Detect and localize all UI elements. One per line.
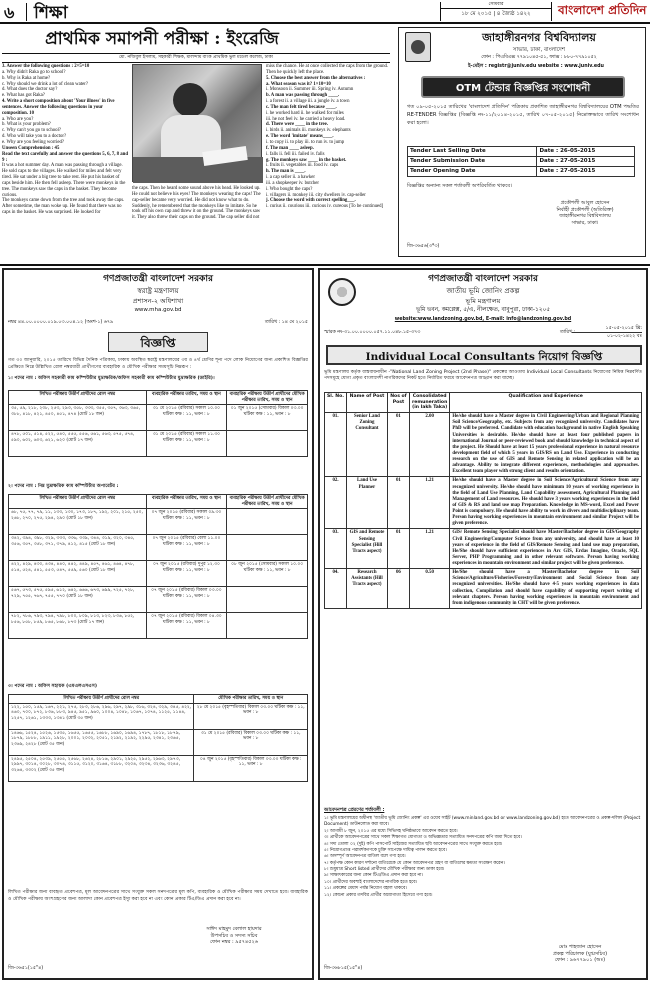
table-row xyxy=(9,405,308,431)
table-cell: ২৮ মে ২০১৫ (বৃহস্পতিবার) বিকাল ০৩.০০ ঘটিকা কক্ষ : ১১, ভবন : ৮ xyxy=(194,703,308,729)
article-line: miss the chance. He at once collected the caps from the ground. Then he quickly left the place. xyxy=(266,64,389,75)
table-row xyxy=(9,613,308,639)
consultant-cell-nos: 06 xyxy=(387,569,409,609)
article-line: i. Who bought the caps? xyxy=(266,186,313,192)
tender-date-row xyxy=(408,166,635,176)
schedule-table-3 xyxy=(8,694,308,782)
tender-date-value: Date : 27-05-2015 xyxy=(537,166,635,176)
article-line: a. What season was it? 1×10=10 xyxy=(266,81,331,87)
table-cell: ০৪ জুন ২০১৫ (বৃহস্পতিবার) বিকাল ০৩.০০ ঘটিকা কক্ষ : ১১, ভবন : ৮ xyxy=(194,755,308,781)
consultant-cell-post: Land Use Planner xyxy=(347,477,388,529)
article-line: e. The word 'imitate' means____. xyxy=(266,134,334,140)
newspaper-logo: বাংলাদেশ প্রতিদিন xyxy=(558,3,647,17)
signature-line: মোঃ শাহজান হোসেন xyxy=(558,944,602,950)
article-line: b. What is your problem? xyxy=(2,122,51,128)
table-cell: ৩৪২, ৩৯৪, ৩৯৮, ৩২৯, ৩৩৩, ৩৩৬, ৩৩৯, ৩৪৪, ৩১৯, ৩২০, ৩৪৫, ৩৫৬, ৩৫৭, ৩৫৮, ৩৭১, ৩৭৯, ৪১২, ৪১৫ (মোট ১৮ জন) xyxy=(9,535,147,561)
consultant-cell-post: GIS and Remote Sensing Specialist (Hill Tracts aspect) xyxy=(347,529,388,569)
signature-line: প্রকল্প পরিচালক (যুগ্মসচিব) xyxy=(552,950,608,957)
tender-dates-table xyxy=(407,146,635,177)
section-name: শিক্ষা xyxy=(34,3,68,23)
table-row xyxy=(9,561,308,587)
article-line: i. villagers ii. monkey iii. city dwellers iv. cap-seller xyxy=(266,192,366,198)
table-cell: ০৭ জুন ২০১৫ (রবিবার) বেলা ১১.০০ ঘটিকা কক্ষ : ১১, ভবন : ৮ xyxy=(146,535,227,561)
consultant-cell-nos: 01 xyxy=(387,413,409,477)
signature-line: উপসচিব ও সদস্য সচিব xyxy=(210,932,258,939)
consultant-cell-q: He/she should have a Master degree in Civil Engineering/Urban and Regional Planning Soil Science/Geography, etc. Subjects from any recognized university. Candidates have PhD will be preferred. Candidate with education background in native English Speaking Universities is desirable. He/she should have at least four published papers in international Journal or peer-reviewed book and should knowledge in technical aspect of the project. He Should have at least 15 years professional experience in natural resource development field of which 5 years in GIS/RS on Land Use. Experience in conducting research on the use of GIS and Remote Sensing in related application will be an advantage. Ability to integrate different experiences, methodologies and approaches. Excellent team player with strong client and results orientation. xyxy=(450,413,642,477)
ju-tender-notice: জাহাঙ্গীরনগর বিশ্ববিদ্যালয় সাভার, ঢাকা, বাংলাদেশ ফোন : পিএবিএক্স ৭৭৯১০৪৫-৫১, ফ্যাক্স : ৮৮০-৭৭৯১০৫২ ই-মেইল : registr@juniv.edu website : www.juniv.edu OTM টেন্ডার বিজ্ঞপ্তির সংশোধনী গত ০৯-০৫-২০১৫ তারিখের 'বাংলাদেশ প্রতিদিন' পত্রিকায় প্রকাশিত জাহাঙ্গীরনগর বিশ্ববিদ্যালয়ের OTM পদ্ধতির RE-TENDER বিজ্ঞপ্তির (বিজ্ঞপ্তি নং-১১/২০১৪-২০১৫, তারিখ ০৭-০৫-২০১৫) নিম্নোক্তভাবে তারিখ সংশোধন করা হলো। Tender Last Selling Date Date : 26-05-2015 Tender Submission Date Date : 27-05-2015 Tender Opening Date Date : 27-05-2015 বিজ্ঞপ্তির অন্যান্য সকল শর্তাবলী অপরিবর্তিত থাকবে। প্রকৌশলী আবুল হোসেন নির্বাহী প্রকৌশলী (অতিরিক্ত) জাহাঙ্গীরনগর বিশ্ববিদ্যালয় সাভার, ঢাকা। জি-৩৬৫৬(৩*৩) xyxy=(398,27,646,257)
schedule-table-2 xyxy=(8,494,308,639)
table-header-cell: লিখিত পরীক্ষায় উত্তীর্ণ প্রার্থীদের রোল নম্বর xyxy=(9,391,147,405)
condition-item: ৬। অসম্পূর্ণ আবেদনপত্র বাতিল বলে গণ্য হবে। xyxy=(324,854,406,860)
article-line: It was a hot summer day. A man was passing through a village. He sold caps to the villages. He walked for miles and felt very tired. He sat under a big tree to take rest. He put his basket of caps beside him. He then fell asleep. There were monkeys in the tree. The monkeys saw the caps in the basket. They become curious. xyxy=(2,163,126,198)
article-line: 3. Answer the following questions : 2×5=10 xyxy=(2,64,90,69)
article-line: c. The man felt tired because ____. xyxy=(266,104,337,110)
consultant-cell-rem: 1.21 xyxy=(409,529,449,569)
table-cell: ৩১ মে ২০১৫ (রবিবার) সকাল ১০.০০ ঘটিকা কক্ষ : ১১, ভবন : ৮ xyxy=(146,405,227,431)
table-cell: ০৭ জুন ২০১৫ (রবিবার) বিকাল ০৪.৩০ ঘটিকা কক্ষ : ১১, ভবন : ৮ xyxy=(146,613,227,639)
article-line: i. fruits ii. vegetables iii. food iv. caps xyxy=(266,163,339,169)
ju-logo xyxy=(405,32,431,62)
article-line: b. Why is Raka at home? xyxy=(2,75,51,81)
table-cell: ৫৬৭, ৫৭৩, ৫৭৫, ৫৯৫, ৬১২, ৬৪২, ৬৬৬, ৬৭৩, ৬৯৯, ৭২৫, ৭২৮, ৭২৯, ৭৫৫, ৭৬৭, ৭৫৫, ৭৭০ (মোট ১৮ জন) xyxy=(9,587,147,613)
consultant-row xyxy=(325,569,642,609)
article-line: i. to copy ii. to play iii. to run iv. to jump xyxy=(266,139,345,145)
consultant-cell-nos: 01 xyxy=(387,477,409,529)
table-header-cell: ব্যবহারিক পরীক্ষায় উত্তীর্ণ প্রার্থীদের মৌখিক পরীক্ষার তারিখ, সময় ও স্থান xyxy=(227,495,308,509)
table-header-row xyxy=(9,695,308,704)
article-line: d. There were ____ in the tree. xyxy=(266,122,328,128)
article-line: iii. he not feel iv. he carried a heavy load. xyxy=(266,116,346,122)
table-cell xyxy=(227,613,308,639)
page-number: ৬ xyxy=(4,3,15,22)
article-line: f. The man ____ asleep. xyxy=(266,145,314,151)
table-cell xyxy=(227,587,308,613)
consultant-cell-post: Senior Land Zoning Consultant xyxy=(347,413,388,477)
condition-item: ৮। শুধুমাত্র Short listed প্রার্থীদের মৌখিক পরীক্ষার জন্য ডাকা হবে। xyxy=(324,867,445,872)
consultant-cell-sl: 01. xyxy=(325,413,347,477)
table-row xyxy=(9,755,308,781)
schedule-table-1 xyxy=(8,390,308,457)
consultant-row xyxy=(325,529,642,569)
consultant-cell-rem: 0.50 xyxy=(409,569,449,609)
table-cell: ৩৫, ৫৯, ২১৮, ২৩৮, ২৫৩, ২৯৩, ৩৫৮, ৩৩৩, ৩৫৫, ৩৫৭, ৩৬৩, ৩৬৫, ৩৮৮, ৪১৮, ৪২১, ৪৫০, ৪৫১, ৪৭৪ (মোট ১৮ জন) xyxy=(9,405,147,431)
home-gd: জি-৩৬৫১(১৫"৪) xyxy=(8,966,44,971)
table-header-cell: Name of Post xyxy=(347,393,388,413)
tender-date-value: Date : 27-05-2015 xyxy=(537,156,635,166)
article-line: d. Who will take you to a doctor? xyxy=(2,134,67,140)
article-line: h. The man is ____. xyxy=(266,169,306,175)
english-article xyxy=(0,26,392,262)
table-cell: ০৭ জুন ২০১৫ (রবিবার) দুপুর ১২.৩০ ঘটিকা কক্ষ : ১১, ভবন : ৮ xyxy=(146,561,227,587)
signature-line: প্রকৌশলী আবুল হোসেন xyxy=(560,200,610,206)
table-cell: ৭৮২, ৭৮৬, ৭৯৩, ৭৯৪, ৭৯৮, ৮০০, ৮০৯, ৮১৩, ৮২৩, ৮৩৬, ৮৫২, ৮৫৬, ৮৫৮, ৮৫৯, ৮৬৫, ৮৬৮, ৮৭৩ (মোট ১৭ জন) xyxy=(9,613,147,639)
signature-line: ফোন : ৯৬৭৭৯০১ (অঃ) xyxy=(554,957,606,963)
article-line: g. The monkeys saw ____ in the basket. xyxy=(266,157,347,163)
consultant-title: Individual Local Consultants নিয়োগ বিজ্ঞপ্তি xyxy=(326,345,642,365)
tender-date-row xyxy=(408,147,635,157)
consultant-cell-sl: 04. xyxy=(325,569,347,609)
article-title: প্রাথমিক সমাপনী পরীক্ষা : ইংরেজি xyxy=(45,29,279,49)
article-line: i. Monsoon ii. Summer iii. Spring iv. Autumn xyxy=(266,87,354,93)
condition-item: ৯। সাক্ষাৎকারের জন্য কোন টিএ/ডিএ প্রদান করা হবে না। xyxy=(324,873,423,879)
table-row xyxy=(9,729,308,755)
article-line: i. a cap seller ii. a hawker xyxy=(266,175,316,181)
table-header-cell: লিখিত পরীক্ষায় উত্তীর্ণ প্রার্থীদের রোল নম্বর xyxy=(9,495,147,509)
table-cell xyxy=(227,431,308,457)
table-row xyxy=(9,509,308,535)
tender-date-value: Date : 26-05-2015 xyxy=(537,147,635,157)
table-header-cell: Sl. No. xyxy=(325,393,347,413)
tender-date-label: Tender Submission Date xyxy=(408,156,537,166)
table-header-cell: Consolidated remuneration (in lakh Taka) xyxy=(409,393,449,413)
condition-item: ৭। কর্তৃপক্ষ কোন কারণ দর্শানো ব্যতিরেকে যে কোন আবেদনপত্র গ্রহণ বা বাতিলের ক্ষমতা সংরক্ষণ করেন। xyxy=(324,860,505,866)
table-header-cell: লিখিত পরীক্ষায় উত্তীর্ণ প্রার্থীদের রোল নম্বর xyxy=(9,695,194,704)
article-line: Unseen Comprehension : 45 xyxy=(2,145,60,151)
home-ministry-notice: গণপ্রজাতন্ত্রী বাংলাদেশ সরকার স্বরাষ্ট্র মন্ত্রণালয় প্রশাসন-২ অধিশাখা www.mha.gov.bd নম্বর ৪৪.০০.০০০০.০১৯.০৩.০০৪.১২ (অংশ-১) ৬৭৯ তারিখ : ১৪ মে ২০১৫ বিজ্ঞপ্তি গত ৩০ জানুয়ারি, ২০১৫ তারিখে বিভিন্ন দৈনিক পত্রিকায়, ঢাকায় অবস্থিত স্বরাষ্ট্র মন্ত্রণালয়ের ৩য় ও ৪র্থ শ্রেণির শূন্য পদে লোক নিয়োগের জন্য প্রকাশিত বিজ্ঞপ্তির প্রেক্ষিতে নিম্নে উল্লিখিত রোল নম্বরধারী প্রার্থীগণের ব্যবহারিক ও মৌখিক পরীক্ষার সময়সূচি নিম্নরূপ : ১। পদের নাম : অফিস সহকারী কাম কম্পিউটার মুদ্রাক্ষরিক/অফিস সহকারী কাম কম্পিউটার মুদ্রাক্ষরিক (ডাইরি)। লিখিত পরীক্ষায় উত্তীর্ণ প্রার্থীদের রোল নম্বর ব্যবহারিক পরীক্ষার তারিখ, সময় ও স্থান ব্যবহারিক পরীক্ষায় উত্তীর্ণ প্রার্থীদের মৌখিক পরীক্ষার তারিখ, সময় ও স্থান ৩৫, ৫৯, ২১৮, ২৩৮, ২৫৩, ২৯৩, ৩৫৮, ৩৩৩, ৩৫৫, ৩৫৭, ৩৬৩, ৩৬৫, ৩৮৮, ৪১৮, ৪২১, ৪৫০, ৪৫১, ৪৭৪ (মোট ১৮ জন) ৩১ মে ২০১৫ (রবিবার) সকাল ১০.০০ ঘটিকা কক্ষ : ১১, ভবন : ৮ ০১ জুন ২০১৫ (সোমবার) বিকাল ০৩.০০ ঘটিকা কক্ষ : ১১, ভবন : ৮ ৪৭৮, ৫০১, ৫১৪, ৫২২, ৫৪০, ৫৫৫, ৫৫৬, ৫৬১, ৫৬৩, ৫৭৫, ৫৭৪, ৫৯০, ৬০২, ৬০৩, ৬২১, ৬২০ (মোট ১৭ জন) ৩১ মে ২০১৫ (রবিবার) সকাল ১১.৩০ ঘটিকা কক্ষ : ১১, ভবন : ৮ ২। পদের নাম : নিম্ন মুদ্রাক্ষরিক কাম কম্পিউটার অপারেটর : লিখিত পরীক্ষায় উত্তীর্ণ প্রার্থীদের রোল নম্বর ব্যবহারিক পরীক্ষার তারিখ, সময় ও স্থান ব্যবহারিক পরীক্ষায় উত্তীর্ণ প্রার্থীদের মৌখিক পরীক্ষার তারিখ, সময় ও স্থান ৬৮, ৭৫, ৭৭, ৭৯, ১১, ১৩৩, ১৩০, ১৭৩, ১৮৭, ১৯২, ২০১, ২১৫, ২৫০, ২৬৮, ২৭০, ২৭৫, ২৯৪, ২৯০ (মোট ১৮ জন) ০৭ জুন ২০১৫ (রবিবার) সকাল ০৯.৩০ ঘটিকা কক্ষ : ১১, ভবন : ৮ ৩৪২, ৩৯৪, ৩৯৮, ৩২৯, ৩৩৩, ৩৩৬, ৩৩৯, ৩৪৪, ৩১৯, ৩২০, ৩৪৫, ৩৫৬, ৩৫৭, ৩৫৮, ৩৭১, ৩৭৯, ৪১২, ৪১৫ (মোট ১৮ জন) ০৭ জুন ২০১৫ (রবিবার) বেলা ১১.০০ ঘটিকা কক্ষ : ১১, ভবন : ৮ ৪২২, ৪২৯, ৪৩০, ৪৩৪, ৪৪০, ৪৪২, ৪৪৯, ৪৫৭, ৪৬১, ৪৬৪, ৪৭৮, ৫১৪, ৫২৪, ৫৪১, ৫৫৩, ৫৪৭, ৫৫৯, ৫৬০ (মোট ১৮ জন) ০৭ জুন ২০১৫ (রবিবার) দুপুর ১২.৩০ ঘটিকা কক্ষ : ১১, ভবন : ৮ ০৮ জুন ২০১৫ (সোমবার) সকাল ১০.০০ ঘটিকা কক্ষ : ১১, ভবন : ৮ ৫৬৭, ৫৭৩, ৫৭৫, ৫৯৫, ৬১২, ৬৪২, ৬৬৬, ৬৭৩, ৬৯৯, ৭২৫, ৭২৮, ৭২৯, ৭৫৫, ৭৬৭, ৭৫৫, ৭৭০ (মোট ১৮ জন) ০৭ জুন ২০১৫ (রবিবার) বিকাল ০৩.০০ ঘটিকা কক্ষ : ১১, ভবন : ৮ ৭৮২, ৭৮৬, ৭৯৩, ৭৯৪, ৭৯৮, ৮০০, ৮০৯, ৮১৩, ৮২৩, ৮৩৬, ৮৫২, ৮৫৬, ৮৫৮, ৮৫৯, ৮৬৫, ৮৬৮, ৮৭৩ (মোট ১৭ জন) ০৭ জুন ২০১৫ (রবিবার) বিকাল ০৪.৩০ ঘটিকা কক্ষ : ১১, ভবন : ৮ ৩। পদের নাম : অফিস সহায়ক (এমএলএসএস) লিখিত পরীক্ষায় উত্তীর্ণ প্রার্থীদের রোল নম্বর মৌখিক পরীক্ষার তারিখ, সময় ও স্থান ১২২, ১৫০, ১৫৯, ১৬৭, ২২১, ২৭৫, ২৮৩, ২৮৬, ২৯৬, ২৯৭, ২৯৮, ৩১৬, ৩২৪, ৩২৯, ৩৪৫, ৪২২, ৪৬০, ৭০০, ৮৭২, ৮৩৬, ৮৮৩, ৯৪৫, ৯৫১, ৯৬০, ১০০৪, ১০৪৮, ১০৬৭, ১০৭৪, ১১২৫, ১১৪৪, ১২৫৭, ১২৬১, ১৩৩৩, ১৩৪১ (মোট ৩৫ জন) ২৮ মে ২০১৫ (বৃহস্পতিবার) বিকাল ০৩.০০ ঘটিকা কক্ষ : ১১, ভবন : ৮ ১৪৬৬, ১৫২৪, ১৫২৬, ১৫৩৫, ১৬৫৫, ১৬৫৫, ১৬৮৮, ১৬৯০, ১৬৯৪, ১৭৮৭, ১৮১৮, ১৮৭৯, ১৮৭৯, ১৮৮৮, ১৯১১, ১৯২৮, ২০০১, ২০৩২, ২০৫১, ২১৯২, ২১৯২, ২২৯৫, ২৩৪১, ২৩৬৫, ২৩৬৯, ২৪২৮ (মোট ৩৫ জন) ৩১ মে ২০১৫ (রবিবার) বিকাল ০৩.০০ ঘটিকা কক্ষ : ১১, ভবন : ৮ ২৪৯৫, ২৫০৪, ২৫৩৯, ২৫৫৫, ২৫৬৮, ২৬২৪, ২৮১৬, ২৯০১, ২৯২৫, ২৯৫২, ২৯৬৩, ২৯৭৩, ২৯৯৭, ৩০১৪, ৩০২৮, ৩০৭৪, ৩১১৫, ৩১২০, ৩১৬৪, ৩১৮৮, ৩২০৪, ৩২৩৪, ৩২৩৬, ৩২৪৫, ৩২৬৪, ৩৩০২ (মোট ৩৫ জন) ০৪ জুন ২০১৫ (বৃহস্পতিবার) বিকাল ০৩.০০ ঘটিকা কক্ষ : ১১, ভবন : ৮ লিখিত পরীক্ষার জন্য বাবহৃত প্রবেশপত্র, মূল আবেদনপত্রের সাথে সংযুক্ত সকল সনদপত্রের মূল কপি, ব্যবহারিক ও মৌখিক পরীক্ষার সময় দেখাতে হবে। ব্যবহারিক ও মৌখিক পরীক্ষায় অংশগ্রহণের জন্য আলাদা কোন প্রবেশপত্র ইস্যু করা হবে না এবং কোন প্রকার টিএ/ডিএ প্রদান করা হবে না। সাঈদ মাহমুদ বেলাল হায়দার উপসচিব ও সদস্য সচিব ফোন নম্বর : ৯৫৭৪৫২৬ জি-৩৬৫১(১৫"৪) xyxy=(2,268,314,980)
land-website: website:www.landzoning.gov.bd, E-mail: info@landzoning.gov.bd xyxy=(394,317,572,322)
table-cell: ৬৮, ৭৫, ৭৭, ৭৯, ১১, ১৩৩, ১৩০, ১৭৩, ১৮৭, ১৯২, ২০১, ২১৫, ২৫০, ২৬৮, ২৭০, ২৭৫, ২৯৪, ২৯০ (মোট ১৮ জন) xyxy=(9,509,147,535)
table-header-cell: Nos of Post xyxy=(387,393,409,413)
home-website: www.mha.gov.bd xyxy=(134,307,182,313)
signature-line: জাহাঙ্গীরনগর বিশ্ববিদ্যালয় xyxy=(559,213,611,219)
conditions-list xyxy=(324,816,642,899)
article-line: e. What has got Raka? xyxy=(2,93,45,99)
condition-item: ১। ভূমি মন্ত্রণালয়ের অধীনস্থ 'জাতীয় ভূমি জোনিং প্রকল্প' এর ওয়েব সাইট (www.minland.gov.bd or www.landzoning.gov.bd) হতে আবেদনপত্রের ও প্রকল্প-দলিল (Project Document) ডাউনলোড করা যাবে। xyxy=(324,816,641,828)
table-cell: ০৮ জুন ২০১৫ (সোমবার) সকাল ১০.০০ ঘটিকা কক্ষ : ১১, ভবন : ৮ xyxy=(227,561,308,587)
consultant-cell-q: He/she should have a Master degree in Soil Science/Agricultural Science from any recognized university. He/she should have minimum 10 years of working experience in the field of Land Use Planning, Land Capability assessment, Agricultural Planning and Management of Land resources. He should have 3 years working experiences in the field of GIS & RS and land use map Preparation. Knowledge in MS-word, Excel and Power Point is compulsory. He should have ability to work in divers and multidisciplinary team. Person having working experiences in mountain environment and similar Project will be given preference. xyxy=(450,477,642,529)
table-cell: ২৪৯৫, ২৫০৪, ২৫৩৯, ২৫৫৫, ২৫৬৮, ২৬২৪, ২৮১৬, ২৯০১, ২৯২৫, ২৯৫২, ২৯৬৩, ২৯৭৩, ২৯৯৭, ৩০১৪, ৩০২৮, ৩০৭৪, ৩১১৫, ৩১২০, ৩১৬৪, ৩১৮৮, ৩২০৪, ৩২৩৪, ৩২৩৬, ৩২৪৫, ৩২৬৪, ৩৩০২ (মোট ৩৫ জন) xyxy=(9,755,194,781)
ju-signature xyxy=(529,200,641,226)
tender-banner: OTM টেন্ডার বিজ্ঞপ্তির সংশোধনী xyxy=(421,76,625,98)
table-header-cell: ব্যবহারিক পরীক্ষার তারিখ, সময় ও স্থান xyxy=(146,391,227,405)
article-line: 4. Write a short composition about 'Your illness' in five sentences. Answer the following questions in your composition. 10 xyxy=(2,99,115,116)
table-header-cell: মৌখিক পরীক্ষার তারিখ, সময় ও স্থান xyxy=(194,695,308,704)
tender-date-label: Tender Last Selling Date xyxy=(408,147,537,157)
article-line: i. curius ii. courious iii. curious iv. cureous [To be continued] xyxy=(266,204,384,210)
notice-title: বিজ্ঞপ্তি xyxy=(108,332,208,352)
table-row xyxy=(9,703,308,729)
consultant-row xyxy=(325,413,642,477)
condition-item: ১০। প্রার্থীদের অবশ্যই বাংলাদেশের নাগরিক হতে হবে। xyxy=(324,879,418,885)
table-header-cell: ব্যবহারিক পরীক্ষার তারিখ, সময় ও স্থান xyxy=(146,495,227,509)
article-line: c. Why can't you go to school? xyxy=(2,128,61,134)
consultant-cell-nos: 01 xyxy=(387,529,409,569)
article-line: i. birds ii. animals iii. monkeys iv. elephants xyxy=(266,128,351,134)
table-cell: ০৭ জুন ২০১৫ (রবিবার) সকাল ০৯.৩০ ঘটিকা কক্ষ : ১১, ভবন : ৮ xyxy=(146,509,227,535)
table-header-row xyxy=(9,495,308,509)
article-line: iii. a shopkeeper iv. butcher xyxy=(266,180,319,186)
article-line: i. he worked hard ii. he walked for miles xyxy=(266,110,344,116)
table-cell: ১২২, ১৫০, ১৫৯, ১৬৭, ২২১, ২৭৫, ২৮৩, ২৮৬, ২৯৬, ২৯৭, ২৯৮, ৩১৬, ৩২৪, ৩২৯, ৩৪৫, ৪২২, ৪৬০, ৭০০, ৮৭২, ৮৩৬, ৮৮৩, ৯৪৫, ৯৫১, ৯৬০, ১০০৪, ১০৪৮, ১০৬৭, ১০৭৪, ১১২৫, ১১৪৪, ১২৫৭, ১২৬১, ১৩৩৩, ১৩৪১ (মোট ৩৫ জন) xyxy=(9,703,194,729)
article-line: the caps. Then he heard some sound above his head. He looked up. He could not believe his eyes! The monkeys wearing the caps! The cap-seller became very worried. He did not know what to do. Suddenly, he remembered that the monkeys like to imitate. So he took off his own cap and threw it on the ground. The monkeys saw it. They also threw their caps on the ground. The cap seller did not xyxy=(132,186,261,221)
table-cell: ৪৭৮, ৫০১, ৫১৪, ৫২২, ৫৪০, ৫৫৫, ৫৫৬, ৫৬১, ৫৬৩, ৫৭৫, ৫৭৪, ৫৯০, ৬০২, ৬০৩, ৬২১, ৬২০ (মোট ১৭ জন) xyxy=(9,431,147,457)
tender-date-row xyxy=(408,156,635,166)
article-line: a. Why didn't Raka go to school? xyxy=(2,69,66,75)
land-gd: জি-৩৬৮১৫(১৫"৪) xyxy=(324,966,363,971)
table-header-cell: ব্যবহারিক পরীক্ষায় উত্তীর্ণ প্রার্থীদের মৌখিক পরীক্ষার তারিখ, সময় ও স্থান xyxy=(227,391,308,405)
condition-item: ১১। প্রকল্পের মেয়াদ পর্যন্ত নিয়োগ বহাল থাকবে। xyxy=(324,886,407,892)
consultant-cell-q: He/She should have a Master/Bachelor degree in Soil Science/Agriculture/Fisheries/Forestry/Environment and Social Science from any recognized universities. He/She should have 4-5 years working experiences in data collection, Compilation and should have capability of supporting report writing of relevant chapters. Person having working experiences in mountain environment and from indigenous community in CHT will be given preference. xyxy=(450,569,642,609)
condition-item: ৩। প্রার্থীকে আবেদনপত্রের সাথে সকল শিক্ষাগত যোগ্যতা ও অভিজ্ঞতার সত্যায়িত সনদপত্রের কপি জমা দিতে হবে। xyxy=(324,835,522,841)
article-line: d. What does the doctor say? xyxy=(2,87,58,93)
signature-line: নির্বাহী প্রকৌশলী (অতিরিক্ত) xyxy=(556,206,614,213)
article-line: The monkeys came down from the tree and took away the caps. After sometime, the man woke up. He found that there was no caps in the basket. He was surprised. He looked for xyxy=(2,198,125,216)
table-row xyxy=(9,431,308,457)
signature-line: সাভার, ঢাকা। xyxy=(571,219,599,226)
article-line: c. Why should we drink a lot of clean water? xyxy=(2,81,88,87)
land-signature xyxy=(520,944,640,964)
tender-date-label: Tender Opening Date xyxy=(408,166,537,176)
article-line: a. Who are you? xyxy=(2,116,34,122)
table-header-row xyxy=(325,393,642,413)
home-signature xyxy=(164,926,304,946)
table-cell xyxy=(227,509,308,535)
ju-name: জাহাঙ্গীরনগর বিশ্ববিদ্যালয় xyxy=(482,31,596,44)
article-line: j. Choose the word with correct spelling___. xyxy=(266,198,356,204)
article-line: b. A man was passing through ____. xyxy=(266,93,340,99)
article-line: Read the text carefully and answer the questions 5, 6, 7, 8 and 9 : xyxy=(2,151,129,163)
table-cell: ০৭ জুন ২০১৫ (রবিবার) বিকাল ০৩.০০ ঘটিকা কক্ষ : ১১, ভবন : ৮ xyxy=(146,587,227,613)
article-line: e. Why are you feeling worried? xyxy=(2,139,64,145)
table-cell: ৪২২, ৪২৯, ৪৩০, ৪৩৪, ৪৪০, ৪৪২, ৪৪৯, ৪৫৭, ৪৬১, ৪৬৪, ৪৭৮, ৫১৪, ৫২৪, ৫৪১, ৫৫৩, ৫৪৭, ৫৫৯, ৫৬০ (মোট ১৮ জন) xyxy=(9,561,147,587)
article-line: 5. Choose the best answer from the alternatives : xyxy=(266,75,366,81)
condition-item: ২। আগামী ৮ জুন, ২০১৫ এর মধ্যে সিভিসহ ঘনিষ্ঠভাবে আবেদন করতে হবে। xyxy=(324,828,458,834)
signature-line: ফোন নম্বর : ৯৫৭৪৫২৬ xyxy=(210,939,258,945)
consultant-cell-sl: 02. xyxy=(325,477,347,529)
consultant-table xyxy=(324,392,642,609)
article-line: i. falls ii. fell iii. failed iv. falls xyxy=(266,151,325,157)
article-col-3 xyxy=(266,64,390,210)
byline: মো. নজিবুল ইসলাম, সহকারী শিক্ষক, মালন্দাম বাংক প্রাথমিক ভুল মডেল কলেজ, ঢাকা xyxy=(2,53,390,63)
ju-gd: জি-৩৬৫৬(৩*৩) xyxy=(407,244,440,249)
consultant-cell-sl: 03. xyxy=(325,529,347,569)
table-cell: ১৪৬৬, ১৫২৪, ১৫২৬, ১৫৩৫, ১৬৫৫, ১৬৫৫, ১৬৮৮, ১৬৯০, ১৬৯৪, ১৭৮৭, ১৮১৮, ১৮৭৯, ১৮৭৯, ১৮৮৮, ১৯১১, ১৯২৮, ২০০১, ২০৩২, ২০৫১, ২১৯২, ২১৯২, ২২৯৫, ২৩৪১, ২৩৬৫, ২৩৬৯, ২৪২৮ (মোট ৩৫ জন) xyxy=(9,729,194,755)
consultant-cell-rem: 1.21 xyxy=(409,477,449,529)
article-line: i. a forest ii. a village iii. a jungle iv. a town xyxy=(266,99,350,105)
article-col-1 xyxy=(2,64,128,216)
table-row xyxy=(9,535,308,561)
table-cell: ০১ জুন ২০১৫ (সোমবার) বিকাল ০৩.০০ ঘটিকা কক্ষ : ১১, ভবন : ৮ xyxy=(227,405,308,431)
table-cell: ৩১ মে ২০১৫ (রবিবার) সকাল ১১.৩০ ঘটিকা কক্ষ : ১১, ভবন : ৮ xyxy=(146,431,227,457)
condition-item: ৪। সদ্য তোলা ০২ (দুই) কপি পাসপোর্ট সাইজের সত্যায়িত ছবি আবেদনপত্রের সাথে সংযুক্ত করতে হবে। xyxy=(324,841,503,847)
article-col-2 xyxy=(132,186,262,221)
student-photo xyxy=(132,64,262,182)
signature-line: সাঈদ মাহমুদ বেলাল হায়দার xyxy=(206,926,262,932)
land-zoning-notice: গণপ্রজাতন্ত্রী বাংলাদেশ সরকার জাতীয় ভূমি জোনিং প্রকল্প ভূমি মন্ত্রণালয় ভূমি ভবন, কমপ্লেক্স, ৫/এ, নীলক্ষেত, বাবুপুরা, ঢাকা-১২০৫ website:www.landzoning.gov.bd, E-mail: info@landzoning.gov.bd স্মারক নং-৩১.০০.০০০০.০৫৭.১১.০৪৮.১৫-৩৭৩ তারিখ : ১৫-০৫-২০১৫ খ্রি: ০১-০২-১৪২২ বঃ Individual Local Consultants নিয়োগ বিজ্ঞপ্তি ভূমি মন্ত্রণালয় কর্তৃক বাস্তবায়নাধীন -"National Land Zoning Project (2nd Phase)" প্রকল্পের আওতায় Individual Local Consultants নিয়োগের নিমিত্ত নিম্নবর্ণিত পদসমূহে যোগ্য প্রকৃত বাংলাদেশী নাগরিকদের নিকট হতে নির্ধারিত ফরমে আবেদনপত্র আহ্বান করা যাচ্ছে। Sl. No. Name of Post Nos of Post Consolidated remuneration (in lakh Taka) Qualification and Experience 01. Senior Land Zoning Consultant 01 2.00 He/she should have a Master degree in Civil Engineering/Urban and Regional Planning Soil Science/Geography, etc. Subjects from any recognized university. Candidates have PhD will be preferred. Candidate with education background in native English Speaking Universities is desirable. He/she should have at least four published papers in international Journal or peer-reviewed book and should knowledge in technical aspect of the project. He Should have at least 15 years professional experience in natural resource development field of which 5 years in GIS/RS on Land Use. Experience in conducting research on the use of GIS and Remote Sensing in related application will be an advantage. Ability to integrate different experiences, methodologies and approaches. Excellent team player with strong client and results orientation. 02. Land Use Planner 01 1.21 He/she should have a Master degree in Soil Science/Agricultural Science from any recognized university. He/she should have minimum 10 years of working experience in the field of Land Use Planning, Land Capability assessment, Agricultural Planning and Management of Land resources. He should have 3 years working experiences in the field of GIS & RS and land use map Preparation. Knowledge in MS-word, Excel and Power Point is compulsory. He should have ability to work in divers and multidisciplinary team. Person having working experiences in mountain environment and similar Project will be given preference. 03. GIS and Remote Sensing Specialist (Hill Tracts aspect) 01 1.21 GIS/ Remote Sensing Specialist should have Master/Bachelor degree in GIS/Geography Civil Engineering/Computer Science from any university, and should have at least 10 years of experience in the field of GIS/Remote Sensing and land use map preparation, He/She should have sufficient experiences in Arc GIS, Erdas Imagine, Oracle, SQL Server, PHP Programming and in other relevant software. Person having working experiences in mountain environment and similar project will be given preference. 04. Research Assistants (Hill Tracts aspect) 06 0.50 He/She should have a Master/Bachelor degree in Soil Science/Agriculture/Fisheries/Forestry/Environment and Social Science from any recognized universities. He/She should have 4-5 years working experiences in data collection, Compilation and should have capability of supporting report writing of relevant chapters. Person having working experiences in mountain environment and from indigenous community in CHT will be given preference. আবেদনপত্র প্রেরণের শর্তাবলী : ১। ভূমি মন্ত্রণালয়ের অধীনস্থ 'জাতীয় ভূমি জোনিং প্রকল্প' এর ওয়েব সাইট (www.minland.gov.bd or www.landzoning.gov.bd) হতে আবেদনপত্রের ও প্রকল্প-দলিল (Project Document) ডাউনলোড করা যাবে। ২। আগামী ৮ জুন, ২০১৫ এর মধ্যে সিভিসহ ঘনিষ্ঠভাবে আবেদন করতে হবে। ৩। প্রার্থীকে আবেদনপত্রের সাথে সকল শিক্ষাগত যোগ্যতা ও অভিজ্ঞতার সত্যায়িত সনদপত্রের কপি জমা দিতে হবে। ৪। সদ্য তোলা ০২ (দুই) কপি পাসপোর্ট সাইজের সত্যায়িত ছবি আবেদনপত্রের সাথে সংযুক্ত করতে হবে। ৫। নিয়োগপ্রাপ্ত পরামর্শকগণকে চুক্তি সাপেক্ষে দায়িত্ব পালন করতে হবে। ৬। অসম্পূর্ণ আবেদনপত্র বাতিল বলে গণ্য হবে। ৭। কর্তৃপক্ষ কোন কারণ দর্শানো ব্যতিরেকে যে কোন আবেদনপত্র গ্রহণ বা বাতিলের ক্ষমতা সংরক্ষণ করেন। ৮। শুধুমাত্র Short listed প্রার্থীদের মৌখিক পরীক্ষার জন্য ডাকা হবে। ৯। সাক্ষাৎকারের জন্য কোন টিএ/ডিএ প্রদান করা হবে না। ১০। প্রার্থীদের অবশ্যই বাংলাদেশের নাগরিক হতে হবে। ১১। প্রকল্পের মেয়াদ পর্যন্ত নিয়োগ বহাল থাকবে। ১২। কোনো প্রকার তদবির প্রার্থীর অযোগ্যতা হিসেবে গণ্য হবে। মোঃ শাহজান হোসেন প্রকল্প পরিচালক (যুগ্মসচিব) ফোন : ৯৬৭৭৯০১ (অঃ) জি-৩৬৮১৫(১৫"৪) xyxy=(318,268,648,980)
consultant-cell-rem: 2.00 xyxy=(409,413,449,477)
table-row xyxy=(9,587,308,613)
table-header-row xyxy=(9,391,308,405)
consultant-cell-q: GIS/ Remote Sensing Specialist should have Master/Bachelor degree in GIS/Geography Civil Engineering/Computer Science from any university, and should have at least 10 years of experience in the field of GIS/Remote Sensing and land use map preparation, He/She should have sufficient experiences in Arc GIS, Erdas Imagine, Oracle, SQL Server, PHP Programming and in other relevant software. Person having working experiences in mountain environment and similar project will be given preference. xyxy=(450,529,642,569)
ju-body: গত ০৯-০৫-২০১৫ তারিখের 'বাংলাদেশ প্রতিদিন' পত্রিকায় প্রকাশিত জাহাঙ্গীরনগর বিশ্ববিদ্যালয়ের OTM পদ্ধতির RE-TENDER বিজ্ঞপ্তির (বিজ্ঞপ্তি নং-১১/২০১৪-২০১৫, তারিখ ০৭-০৫-২০১৫) নিম্নোক্তভাবে তারিখ সংশোধন করা হলো। xyxy=(407,104,639,126)
table-cell: ৩১ মে ২০১৫ (রবিবার) বিকাল ০৩.০০ ঘটিকা কক্ষ : ১১, ভবন : ৮ xyxy=(194,729,308,755)
date-box: সোমবার ১৮ মে ২০১৫ | ৪ জ্যৈষ্ঠ ১৪২২ xyxy=(440,2,552,21)
condition-item: ১২। কোনো প্রকার তদবির প্রার্থীর অযোগ্যতা হিসেবে গণ্য হবে। xyxy=(324,892,433,898)
ju-contact: ই-মেইল : registr@juniv.edu website : www.juniv.edu xyxy=(468,64,604,69)
consultant-cell-post: Research Assistants (Hill Tracts aspect) xyxy=(347,569,388,609)
consultant-row xyxy=(325,477,642,529)
masthead xyxy=(0,0,650,24)
condition-item: ৫। নিয়োগপ্রাপ্ত পরামর্শকগণকে চুক্তি সাপেক্ষে দায়িত্ব পালন করতে হবে। xyxy=(324,847,447,853)
table-cell xyxy=(227,535,308,561)
table-header-cell: Qualification and Experience xyxy=(450,393,642,413)
